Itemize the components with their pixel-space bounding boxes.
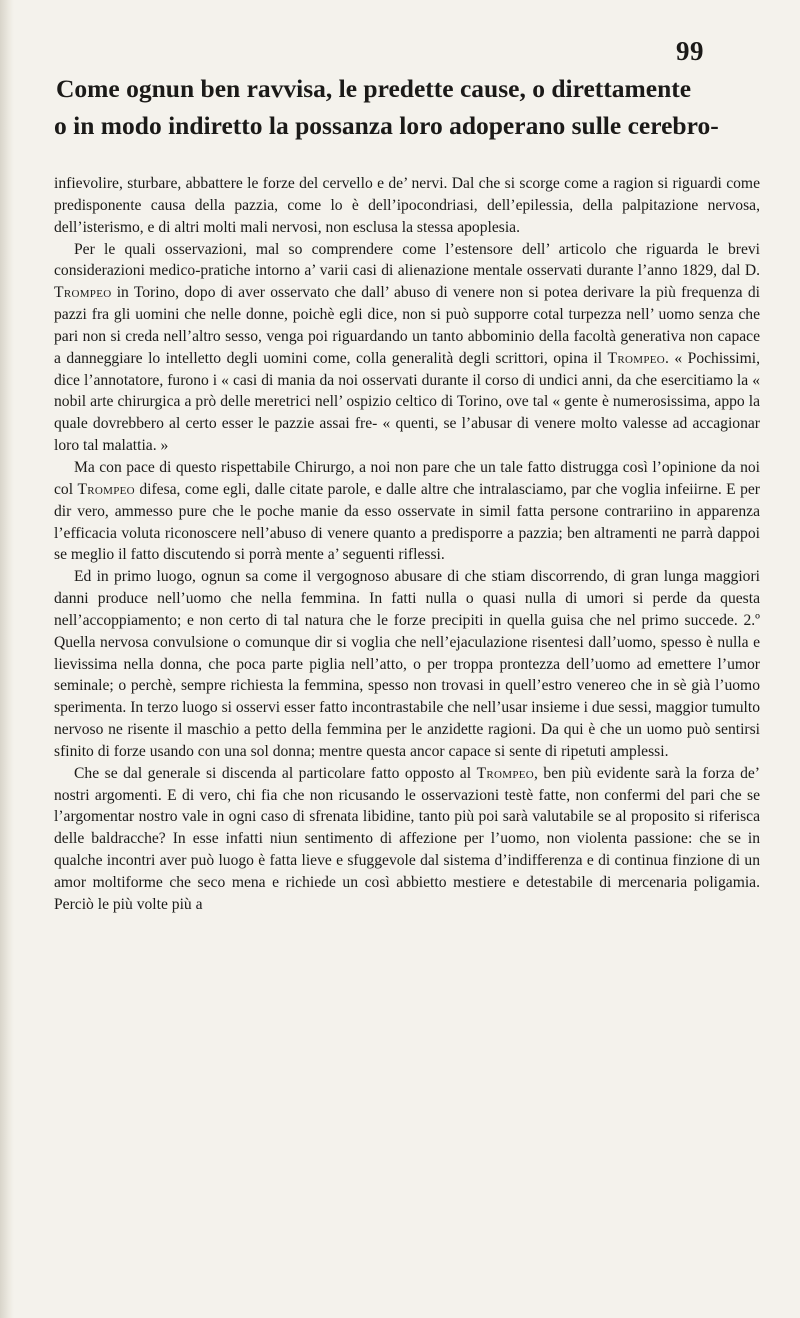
paragraph [54,173,760,239]
page-lead-text [20,70,765,144]
lead-line-2: o in modo indiretto la possanza loro adoperano sulle cerebro- [54,111,719,140]
paragraph [54,763,760,916]
author-name: Trompeo [476,764,535,782]
paragraph [54,566,760,763]
author-name: Trompeo [607,349,665,367]
author-name: Trompeo [54,284,112,302]
paragraph-text: . « Pochissimi, dice l’annotatore, furono i « casi di mania da noi osservati durante il corso di undici anni, da che esercitiamo la « nobil arte chirurgica a prò delle meretrici nell’ ospizio celtico di Torino, ove tal « gente è numerosissima, appo la quale dovrebbero al certo esser le pazzie assai fre- « quenti, se l’abusar di venere molto valesse ad accagionar loro tal malattia. » [54,349,760,455]
paragraph-text: Ed in primo luogo, ognun sa come il vergognoso abusare di che stiam discorrendo, di gran lunga maggiori danni produce nell’uomo che nella femmina. In fatti nulla o quasi nulla di umori si perde da questa nell’accoppiamento; e non certo di tal natura che le forze precipiti in quella guisa che nel primo succede. 2.º Quella nervosa convulsione o comunque dir si voglia che nell’ejaculazione risentesi dall’uomo, spesso è nulla e lievissima nella donna, che poca parte piglia nell’atto, o per troppa prontezza dell’uomo ad emettere l’umor seminale; o perchè, sempre richiesta la femmina, spesso non trovasi in quell’estro venereo che in sè già l’uomo sperimenta. In terzo luogo si osservi esser fatto incontrastabile che nell’usar insieme i due sessi, maggior tumulto nervoso ne risente il maschio a petto della femmina per le anzidette ragioni. Da qui è che un uomo può sentirsi sfinito di forze usando con una sol donna; mentre questa ancor capace si sente di ripetuti amplessi. [54,568,760,760]
paragraph-text: infievolire, sturbare, abbattere le forze del cervello e de’ nervi. Dal che si scorge come a ragion si riguardi come predisponente causa della pazzia, come lo è dell’ipocondriasi, dell’epilessia, della palpitazione nervosa, dell’isterismo, e di altri molti mali nervosi, non esclusa la stessa apoplesia. [54,175,760,236]
paragraph-text: Che se dal generale si discenda al particolare fatto opposto al [74,764,477,782]
lead-line-1: Come ognun ben ravvisa, le predette cause, o direttamente [56,74,692,103]
paragraph-text: Per le quali osservazioni, mal so comprendere come l’estensore dell’ articolo che riguarda le brevi considerazioni medico-pratiche intorno a’ varii casi di alienazione mentale osservati durante l’anno 1829, dal D. [54,240,760,280]
page-gutter-shadow [0,0,14,1318]
paragraph-text: difesa, come egli, dalle citate parole, e dalle altre che intralasciamo, par che voglia infeiirne. E per dir vero, ammesso pure che le poche manie da esso osservate in simil fatta persone contrariino in apparenza l’efficacia voluta riconoscere nell’abuso di venere quanto a predisporre a pazzia; ben altramenti ne parrà dappoi se meglio il fatto discutendo si porrà mente a’ seguenti riflessi. [54,480,760,564]
paragraph-text: in Torino, dopo di aver osservato che dall’ abuso di venere non si potea derivare la più frequenza di pazzi fra gli uomini che nelle donne, poichè egli dice, non si può supporre cotal turpezza nell’ uomo senza che pari non si creda nell’altro sesso, venga poi riguardando un tanto abbominio della facoltà generativa non capace a danneggiare lo intelletto degli uomini come, colla generalità degli scrittori, opina il [54,284,760,367]
author-name: Trompeo [77,480,135,498]
paragraph [54,457,760,566]
paragraph-text: Ma con pace di questo rispettabile Chirurgo, a noi non pare che un tale fatto distrugga così l’opinione da noi col [54,458,760,498]
paragraph-text: , ben più evidente sarà la forza de’ nostri argomenti. E di vero, chi fia che non ricusando le osservazioni testè fatte, non confermi del pari che se l’argomentar nostro vale in ogni caso di sfrenata libidine, tanto più poi sarà valutabile se al proposito si riferisca delle baldracche? In esse infatti niun sentimento di affezione per l’uomo, non violenta passione: che se in qualche incontri aver può luogo è fatta lieve e sfuggevole dal sistema d’indifferenza e di continua finzione di un amor moltiforme che seco mena e richiede un così abbietto mestiere e detestabile di mercenaria poligamia. Perciò le più volte più a [54,764,760,913]
paragraph [54,239,760,457]
body-text [54,173,760,916]
page-number: 99 [676,36,704,66]
